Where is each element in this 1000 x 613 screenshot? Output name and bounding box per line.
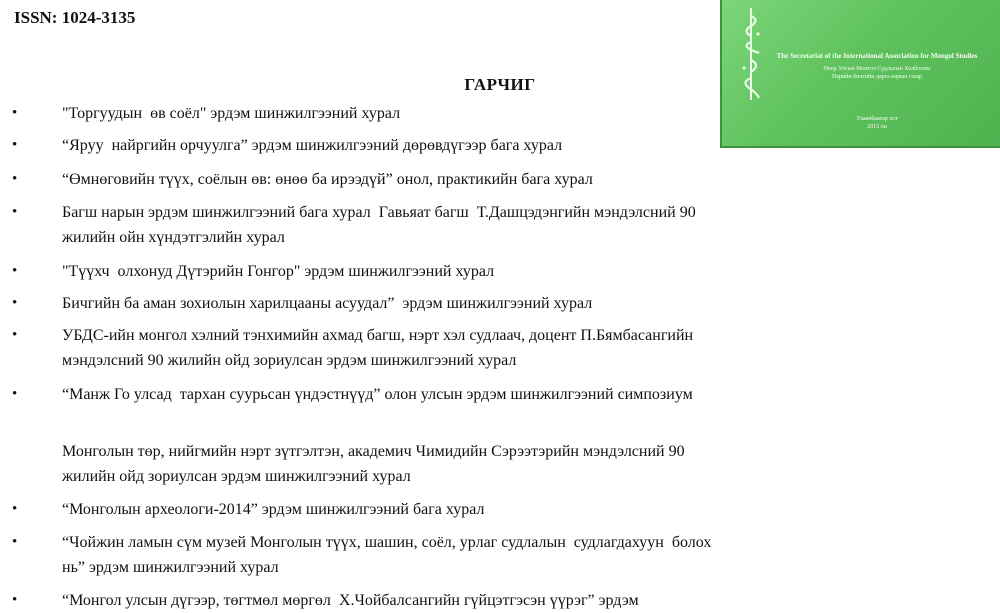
list-item-text: “Монгол улсын дүгээр, төгтмөл мөргөл Х.Чойбалсангийн гүйцэтгэсэн үүрэг” эрдэм <box>62 592 639 609</box>
bullet-icon: • <box>12 327 18 343</box>
issn-label: ISSN: 1024-3135 <box>14 8 136 27</box>
bullet-icon: • <box>12 501 18 517</box>
contents-heading: ГАРЧИГ <box>464 75 536 94</box>
list-item-text: “Яруу найргийн орчуулга” эрдэм шинжилгээний дөрөвдүгээр бага хурал <box>62 137 563 154</box>
bullet-icon: • <box>12 204 18 220</box>
list-item-text: “Манж Го улсад тархан суурьсан үндэстнүүд” олон улсын эрдэм шинжилгээний симпозиум <box>62 386 693 403</box>
list-item-text: Монголын төр, нийгмийн нэрт зүтгэлтэн, академич Чимидийн Сэрээтэрийн мэндэлсний 90 жилийн ойд зориулсан эрдэм шинжилгээний хурал <box>62 443 685 485</box>
list-item-text: “Чойжин ламын сүм музей Монголын түүх, шашин, соёл, урлаг судлалын судлагдахуун болох нь” эрдэм шинжилгээний хурал <box>62 534 712 576</box>
list-item-text: Бичгийн ба аман зохиолын харилцааны асуудал” эрдэм шинжилгээний хурал <box>62 295 593 312</box>
bullet-icon: • <box>12 105 18 121</box>
cover-year: 2015 он <box>867 124 887 130</box>
list-item-text: “Өмнөговийн түүх, соёлын өв: өнөө ба ирээдүй” онол, практикийн бага хурал <box>62 171 593 188</box>
bullet-icon: • <box>12 137 18 153</box>
bullet-icon: • <box>12 263 18 279</box>
list-item-text: "Түүхч олхонуд Дүтэрийн Гонгор" эрдэм шинжилгээний хурал <box>62 263 495 280</box>
list-item-text: Багш нарын эрдэм шинжилгээний бага хурал Гавьяат багш Т.Дашцэдэнгийн мэндэлсний 90 жилийн ойн хүндэтгэлийн хурал <box>62 204 696 246</box>
list-item-text: "Торгуудын өв соёл" эрдэм шинжилгээний хурал <box>62 105 401 122</box>
cover-subtitle-2: Нарийн бичгийн дарга нарын газар <box>831 74 923 80</box>
cover-subtitle-1: Өвөр Улсын Монгол Судлалын Холбооны <box>823 66 931 72</box>
bullet-icon: • <box>12 171 18 187</box>
cover-title: The Secretariat of the International Association for Mongol Studies <box>776 52 978 60</box>
bullet-icon: • <box>12 295 18 311</box>
list-item-text: “Монголын археологи-2014” эрдэм шинжилгээний бага хурал <box>62 501 485 518</box>
bullet-icon: • <box>12 592 18 608</box>
bullet-icon: • <box>12 386 18 402</box>
list-item-text: УБДС-ийн монгол хэлний тэнхимийн ахмад багш, нэрт хэл судлаач, доцент П.Бямбасангийн мэндэлсний 90 жилийн ойд зориулсан эрдэм шинжилгээний хурал <box>62 327 694 369</box>
cover-city: Улаанбаатар хот <box>856 116 898 122</box>
bullet-icon: • <box>12 534 18 550</box>
